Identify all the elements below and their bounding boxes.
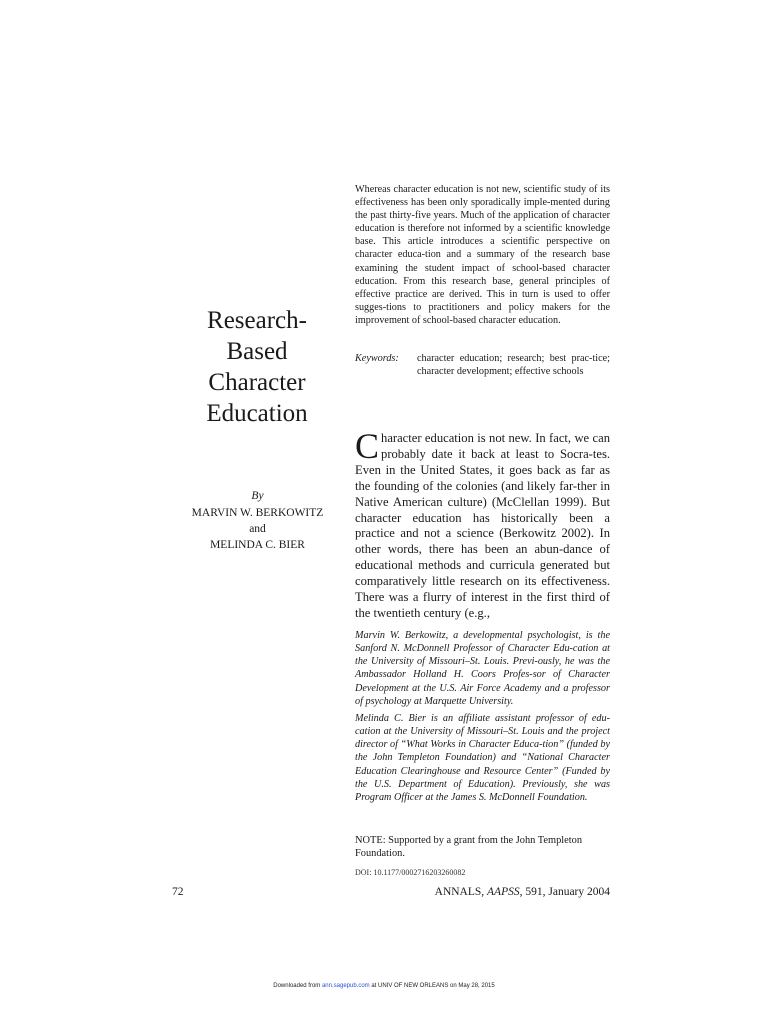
drop-cap: C <box>355 426 380 466</box>
title-line-1: Research- <box>207 307 307 334</box>
body-paragraph <box>355 426 610 622</box>
abstract: Whereas character education is not new, scientific study of its effectiveness has been only sporadically imple-mented during the past thirty-five years. Much of the application of character education is therefore not informed by a scientific knowledge base. This article introduces a scientific perspective on character educa-tion and a summary of the research base examining the student impact of school-based character education. From this research base, general principles of effective practice are derived. This in turn is used to offer sugges-tions to practitioners and policy makers for the improvement of school-based character education. <box>355 184 610 326</box>
article-title <box>182 305 332 429</box>
journal-prefix: ANNALS, <box>434 886 488 898</box>
body-paragraph-text: haracter education is not new. In fact, we can probably date it back at least to Socra-tes. Even in the United States, it goes back as far as the founding of the colonies (and likely far-ther in Native American culture) (McClellan 1999). But character education has historically been a practice and not a science (Berkowitz 2002). In other words, there has been an abun-dance of educational methods and curricula generated but comparatively little research on its effectiveness. There was a flurry of interest in the first third of the twentieth century (e.g., <box>355 431 610 620</box>
keywords-text: character education; research; best prac-tice; character development; effective schools <box>417 353 610 378</box>
author-block <box>170 488 345 553</box>
title-line-2: Based <box>226 338 288 365</box>
journal-italic: AAPSS <box>487 886 520 898</box>
journal-suffix: , 591, January 2004 <box>519 886 610 898</box>
bio-berkowitz: Marvin W. Berkowitz, a developmental psychologist, is the Sanford N. McDonnell Professor of Character Edu-cation at the University of Missouri–St. Louis. Previ-ously, he was the Ambassador Holland H. Coors Profes-sor of Character Development at the U.S. Air Force Academy and a professor of psychology at Marquette University. <box>355 630 610 707</box>
journal-citation <box>435 886 610 898</box>
keywords-label: Keywords: <box>355 353 399 364</box>
download-notice <box>0 983 768 989</box>
byline: By <box>251 490 264 502</box>
keywords <box>355 352 610 378</box>
download-suffix: at UNIV OF NEW ORLEANS on May 28, 2015 <box>369 983 495 989</box>
author-conjunction: and <box>249 523 266 535</box>
funding-note: NOTE: Supported by a grant from the John Templeton Foundation. <box>355 835 583 860</box>
bio-bier: Melinda C. Bier is an affiliate assistant professor of edu-cation at the University of Missouri–St. Louis and the project director of “What Works in Character Educa-tion” (funded by the John Templeton Foundation) and “National Character Education Clearinghouse and Resource Center” (Funded by the U.S. Department of Education). Previously, she was Program Officer at the James S. McDonnell Foundation. <box>355 712 610 803</box>
doi: DOI: 10.1177/0002716203260082 <box>355 868 466 877</box>
author-bios <box>355 629 610 808</box>
download-link[interactable]: ann.sagepub.com <box>321 983 370 989</box>
download-prefix: Downloaded from <box>273 983 322 989</box>
title-line-4: Education <box>206 400 308 427</box>
page-number: 72 <box>172 886 184 898</box>
author-name-1: MARVIN W. BERKOWITZ <box>191 507 324 519</box>
author-name-2: MELINDA C. BIER <box>210 539 305 551</box>
title-line-3: Character <box>208 369 306 396</box>
